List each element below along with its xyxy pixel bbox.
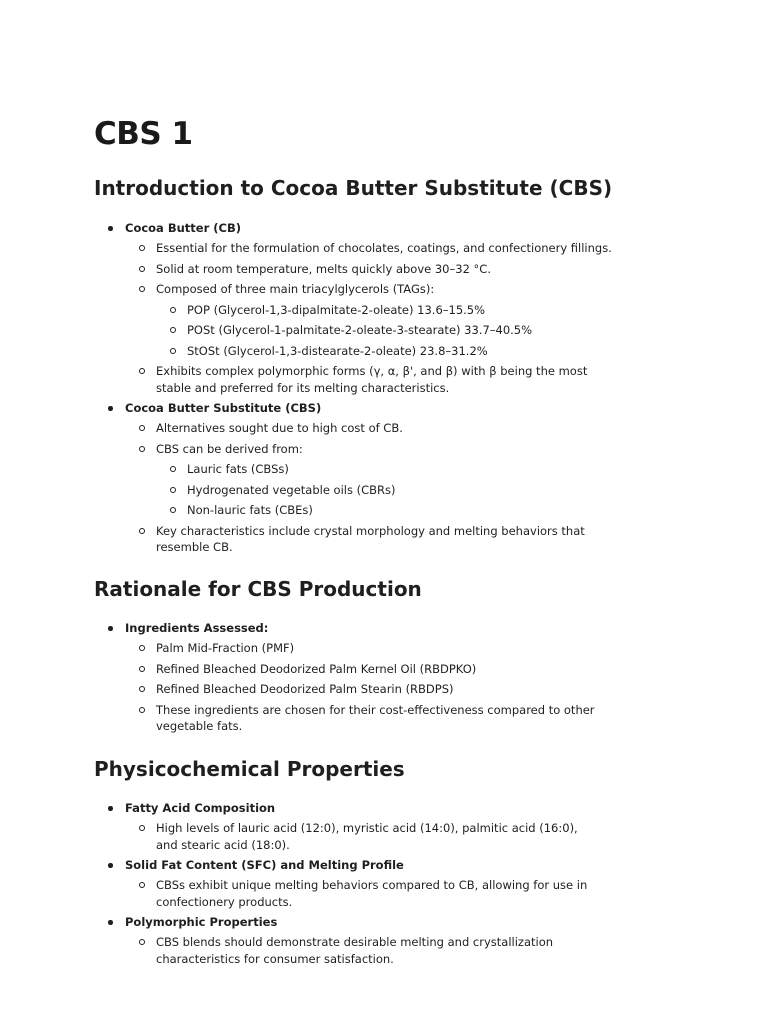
list-item [94, 620, 714, 735]
section-heading-rationale: Rationale for CBS Production [94, 577, 422, 601]
list-item: Hydrogenated vegetable oils (CBRs) [156, 482, 714, 499]
list-item: CBS can be derived from: Lauric fats (CBSs) Hydrogenated vegetable oils (CBRs) Non-lauric fats (CBEs) [125, 441, 714, 519]
list-item: StOSt (Glycerol-1,3-distearate-2-oleate) 23.8–31.2% [156, 343, 714, 360]
list-item: POP (Glycerol-1,3-dipalmitate-2-oleate) 13.6–15.5% [156, 302, 714, 319]
list-item: CBSs exhibit unique melting behaviors compared to CB, allowing for use in confectionery products. [125, 877, 714, 910]
section-heading-physicochemical: Physicochemical Properties [94, 757, 405, 781]
list-item [94, 857, 714, 910]
item-label-polymorphic: Polymorphic Properties [125, 915, 278, 929]
item-label-cocoa-butter: Cocoa Butter (CB) [125, 221, 241, 235]
list-item: High levels of lauric acid (12:0), myristic acid (14:0), palmitic acid (16:0), and stearic acid (18:0). [125, 820, 714, 853]
item-label-ingredients: Ingredients Assessed: [125, 621, 269, 635]
page-title: CBS 1 [94, 116, 193, 152]
item-label-sfc: Solid Fat Content (SFC) and Melting Profile [125, 858, 404, 872]
list-item [94, 914, 714, 967]
list-item: Lauric fats (CBSs) [156, 461, 714, 478]
list-item [94, 400, 714, 556]
list-item: Refined Bleached Deodorized Palm Stearin (RBDPS) [125, 681, 714, 698]
list-item: These ingredients are chosen for their cost-effectiveness compared to other vegetable fats. [125, 702, 714, 735]
list-item [94, 800, 714, 853]
list-item: CBS blends should demonstrate desirable melting and crystallization characteristics for consumer satisfaction. [125, 934, 714, 967]
list-item: Refined Bleached Deodorized Palm Kernel Oil (RBDPKO) [125, 661, 714, 678]
list-item: Exhibits complex polymorphic forms (γ, α, β', and β) with β being the most stable and preferred for its melting characteristics. [125, 363, 714, 396]
section-heading-introduction: Introduction to Cocoa Butter Substitute (CBS) [94, 176, 613, 200]
list-item: Composed of three main triacylglycerols (TAGs): POP (Glycerol-1,3-dipalmitate-2-oleate) 13.6–15.5% POSt (Glycerol-1-palmitate-2-oleate-3-stearate) 33.7–40.5% StOSt (Glycerol-1,3-distearate-2-oleate) 23.8–31.2% [125, 281, 714, 359]
list-item: Key characteristics include crystal morphology and melting behaviors that resemble CB. [125, 523, 714, 556]
list-item: Palm Mid-Fraction (PMF) [125, 640, 714, 657]
list-item: Essential for the formulation of chocolates, coatings, and confectionery fillings. [125, 240, 714, 257]
list-item [94, 220, 714, 396]
list-item: Alternatives sought due to high cost of CB. [125, 420, 714, 437]
list-item: Non-lauric fats (CBEs) [156, 502, 714, 519]
list-item: Solid at room temperature, melts quickly above 30–32 °C. [125, 261, 714, 278]
item-label-cbs: Cocoa Butter Substitute (CBS) [125, 401, 322, 415]
section-list-rationale [94, 620, 714, 739]
item-label-fatty-acid: Fatty Acid Composition [125, 801, 276, 815]
list-item: POSt (Glycerol-1-palmitate-2-oleate-3-stearate) 33.7–40.5% [156, 322, 714, 339]
section-list-physicochemical [94, 800, 714, 971]
section-list-introduction [94, 220, 714, 560]
